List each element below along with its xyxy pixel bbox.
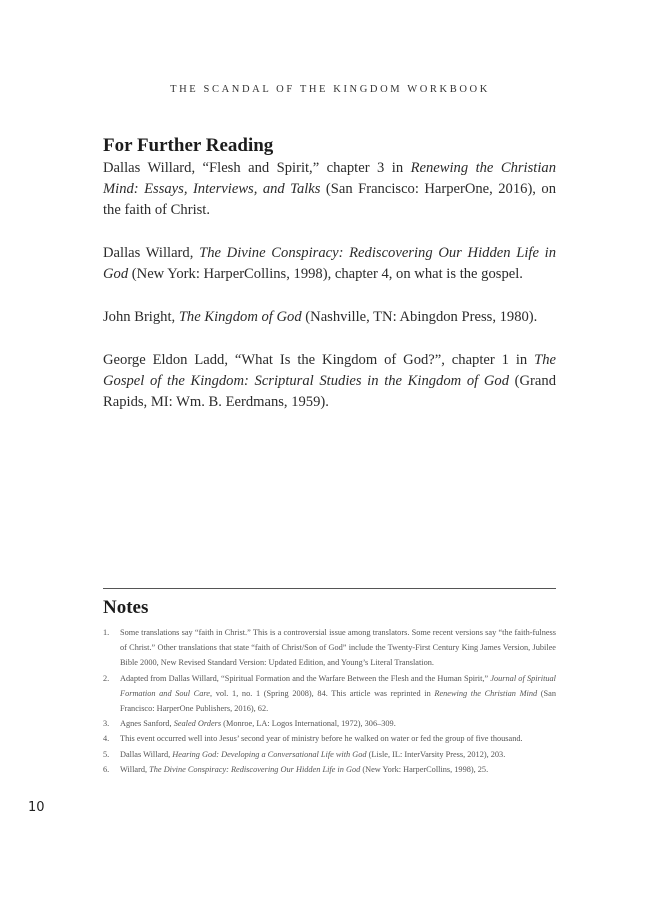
reading-entry: George Eldon Ladd, “What Is the Kingdom of God?”, chapter 1 in The Gospel of the Kingdom: Scriptural Studies in the Kingdom of God (Grand Rapids, MI: Wm. B. Eerdmans, 1959). (103, 352, 556, 410)
note-item: 2. Adapted from Dallas Willard, “Spiritual Formation and the Warfare Between the Flesh and the Human Spirit,” Journal of Spiritual Formation and Soul Care, vol. 1, no. 1 (Spring 2008), 84. This article was reprinted in Renewing the Christian Mind (San Francisco: HarperOne Publishers, 2016), 62. (103, 673, 556, 714)
reading-entry: Dallas Willard, “Flesh and Spirit,” chapter 3 in Renewing the Christian Mind: Essays, Interviews, and Talks (San Francisco: HarperOne, 2016), on the faith of Christ. (103, 160, 557, 218)
reading-entry: Dallas Willard, The Divine Conspiracy: Rediscovering Our Hidden Life in God (New York: HarperCollins, 1998), chapter 4, on what is the gospel. (103, 245, 556, 282)
notes-list (103, 625, 556, 777)
reading-entry: John Bright, The Kingdom of God (Nashville, TN: Abingdon Press, 1980). (103, 309, 538, 325)
note-item: 4. This event occurred well into Jesus’ second year of ministry before he walked on water or fed the group of five thousand. (103, 734, 523, 744)
note-item: 5. Dallas Willard, Hearing God: Developing a Conversational Life with God (Lisle, IL: InterVarsity Press, 2012), 203. (103, 749, 506, 759)
running-head: THE SCANDAL OF THE KINGDOM WORKBOOK (170, 84, 490, 95)
note-item: 1. Some translations say “faith in Christ.” This is a controversial issue among translators. Some recent versions say “the faith-fulness of Christ.” Other translations that state “faith of Christ/Son of God” include the Twenty-First Century King James Version, Jubilee Bible 2000, New Revised Standard Version: Updated Edition, and Young’s Literal Translation. (103, 628, 556, 668)
notes-title: Notes (103, 597, 149, 618)
note-item: 3. Agnes Sanford, Sealed Orders (Monroe, LA: Logos International, 1972), 306–309. (103, 719, 396, 729)
further-reading-list (103, 158, 556, 435)
note-item: 6. Willard, The Divine Conspiracy: Rediscovering Our Hidden Life in God (New York: HarperCollins, 1998), 25. (103, 764, 489, 774)
further-reading-title: For Further Reading (103, 135, 274, 156)
notes-divider (103, 588, 556, 589)
page-number: 10 (28, 800, 45, 815)
